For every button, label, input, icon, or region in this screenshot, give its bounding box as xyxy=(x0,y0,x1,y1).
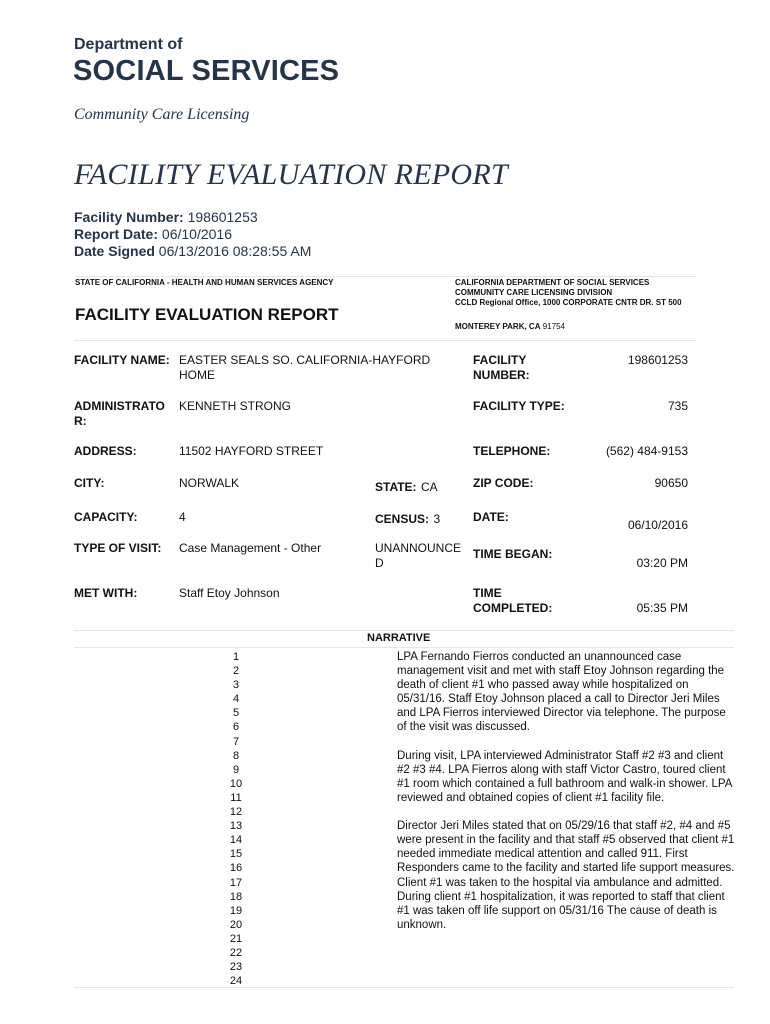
narrative-line-number: 5 xyxy=(232,707,240,720)
facility-name-label: FACILITY NAME: xyxy=(74,353,170,367)
report-title: FACILITY EVALUATION REPORT xyxy=(74,158,508,191)
narrative-heading: NARRATIVE xyxy=(367,632,431,644)
facility-type-value: 735 xyxy=(667,399,688,413)
state-label: STATE: xyxy=(375,480,417,494)
dept-line-2: COMMUNITY CARE LICENSING DIVISION xyxy=(455,288,613,297)
narrative-line-number: 10 xyxy=(229,777,243,790)
narrative-line-number: 14 xyxy=(229,834,243,847)
facility-number-meta-value: 198601253 xyxy=(187,209,258,225)
narrative-line-number: 11 xyxy=(230,791,242,804)
dept-line-3: CCLD Regional Office, 1000 CORPORATE CNTR DR. ST 500 xyxy=(455,298,682,307)
narrative-line-number: 1 xyxy=(232,651,240,663)
agency-label: STATE OF CALIFORNIA - HEALTH AND HUMAN SERVICES AGENCY xyxy=(75,278,334,287)
narrative-text xyxy=(397,650,737,946)
report-date-meta xyxy=(74,226,232,242)
census-field xyxy=(375,510,440,528)
narrative-line-number: 15 xyxy=(229,848,243,861)
narrative-line-number: 17 xyxy=(229,876,243,889)
narrative-line-number: 13 xyxy=(229,820,243,833)
report-date-meta-label: Report Date: xyxy=(74,226,159,242)
date-signed-meta xyxy=(74,243,311,259)
narrative-line-number: 24 xyxy=(229,975,243,988)
telephone-label: TELEPHONE: xyxy=(473,444,551,458)
form-header-bottom-rule xyxy=(74,340,696,341)
narrative-line-number: 6 xyxy=(232,721,240,734)
visit-type-label: TYPE OF VISIT: xyxy=(74,541,162,555)
report-date-meta-value: 06/10/2016 xyxy=(161,226,232,242)
date-label: DATE: xyxy=(473,510,509,524)
met-with-value: Staff Etoy Johnson xyxy=(179,586,280,600)
narrative-line-number: 8 xyxy=(232,749,240,762)
facility-number-meta xyxy=(74,209,258,225)
city-value: NORWALK xyxy=(179,476,240,490)
address-label: ADDRESS: xyxy=(74,444,137,458)
state-value: CA xyxy=(421,480,438,494)
narrative-line-number: 20 xyxy=(229,918,243,931)
narrative-line-number: 2 xyxy=(232,665,240,678)
dept-line-1: CALIFORNIA DEPARTMENT OF SOCIAL SERVICES xyxy=(455,278,650,287)
narrative-line-number: 7 xyxy=(232,735,240,748)
capacity-label: CAPACITY: xyxy=(74,510,138,524)
narrative-line-number: 22 xyxy=(229,946,243,959)
department-address-block xyxy=(455,278,705,308)
department-of-label: Department of xyxy=(74,36,183,53)
narrative-paragraph-2: During visit, LPA interviewed Administrator Staff #2 #3 and client #2 #3 #4. LPA Fierros along with staff Victor Castro, toured client #1 room which contained a full bathroom and walk-in shower. LPA reviewed and obtained copies of client #1 facility file. xyxy=(397,749,732,804)
narrative-line-number: 16 xyxy=(229,862,243,875)
telephone-value: (562) 484-9153 xyxy=(605,444,688,458)
narrative-line-number: 21 xyxy=(229,932,243,945)
zip-text: 91754 xyxy=(542,322,565,331)
narrative-heading-rule xyxy=(74,647,734,648)
form-title: FACILITY EVALUATION REPORT xyxy=(75,305,339,324)
social-services-heading: SOCIAL SERVICES xyxy=(73,55,340,87)
administrator-label: ADMINISTRATO R: xyxy=(74,399,165,428)
zip-code-label: ZIP CODE: xyxy=(473,476,534,490)
time-completed-value: 05:35 PM xyxy=(636,601,688,615)
capacity-value: 4 xyxy=(179,510,186,524)
time-completed-label: TIME COMPLETED: xyxy=(473,586,553,615)
narrative-line-numbers xyxy=(222,650,250,988)
narrative-paragraph-1: LPA Fernando Fierros conducted an unannounced case management visit and met with staff Etoy Johnson regarding the death of client #1 who passed away while hospitalized on 05/31/16. Staff Etoy Johnson placed a call to Director Jeri Miles and LPA Fierros interviewed Director via telephone. The purpose of the visit was discussed. xyxy=(397,651,726,734)
city-label: CITY: xyxy=(74,476,105,490)
date-signed-meta-value: 06/13/2016 08:28:55 AM xyxy=(158,243,312,259)
facility-name-value: EASTER SEALS SO. CALIFORNIA-HAYFORD HOME xyxy=(179,353,431,382)
facility-number-meta-label: Facility Number: xyxy=(74,209,184,225)
form-header-rule xyxy=(74,276,696,277)
time-began-value: 03:20 PM xyxy=(636,556,688,570)
unannounced-value: UNANNOUNCE D xyxy=(375,541,462,570)
narrative-line-number: 4 xyxy=(232,693,240,706)
administrator-value: KENNETH STRONG xyxy=(179,399,292,413)
facility-type-label: FACILITY TYPE: xyxy=(473,399,565,413)
narrative-line-number: 18 xyxy=(229,890,243,903)
zip-code-value: 90650 xyxy=(654,476,688,490)
narrative-line-number: 12 xyxy=(229,806,243,819)
state-field xyxy=(375,478,438,496)
narrative-line-number: 9 xyxy=(232,763,240,776)
narrative-line-number: 19 xyxy=(229,904,243,917)
narrative-line-number: 3 xyxy=(232,679,240,692)
visit-type-value: Case Management - Other xyxy=(179,541,322,555)
narrative-paragraph-3: Director Jeri Miles stated that on 05/29/16 that staff #2, #4 and #5 were present in the facility and that staff #5 observed that client #1 needed immediate medical attention and called 911. First Responders came to the facility and started life support measures. Client #1 was taken to the hospital via ambulance and admitted. During client #1 hospitalization, it was reported to staff that client #1 was taken off life support on 05/31/16 The cause of death is unknown. xyxy=(397,820,735,931)
address-value: 11502 HAYFORD STREET xyxy=(179,444,324,458)
census-value: 3 xyxy=(433,512,441,526)
community-care-licensing-label: Community Care Licensing xyxy=(74,106,250,123)
met-with-label: MET WITH: xyxy=(74,586,138,600)
time-began-label: TIME BEGAN: xyxy=(473,547,553,561)
facility-number-value: 198601253 xyxy=(627,353,688,367)
narrative-top-rule xyxy=(74,630,734,631)
city-state-text: MONTEREY PARK, CA xyxy=(455,322,541,331)
census-label: CENSUS: xyxy=(375,512,430,526)
narrative-bottom-rule xyxy=(74,987,734,988)
facility-number-label: FACILITY NUMBER: xyxy=(473,353,530,382)
date-signed-meta-label: Date Signed xyxy=(74,243,155,259)
city-zip-line xyxy=(455,322,565,331)
date-value: 06/10/2016 xyxy=(627,518,688,532)
narrative-line-number: 23 xyxy=(229,961,243,974)
